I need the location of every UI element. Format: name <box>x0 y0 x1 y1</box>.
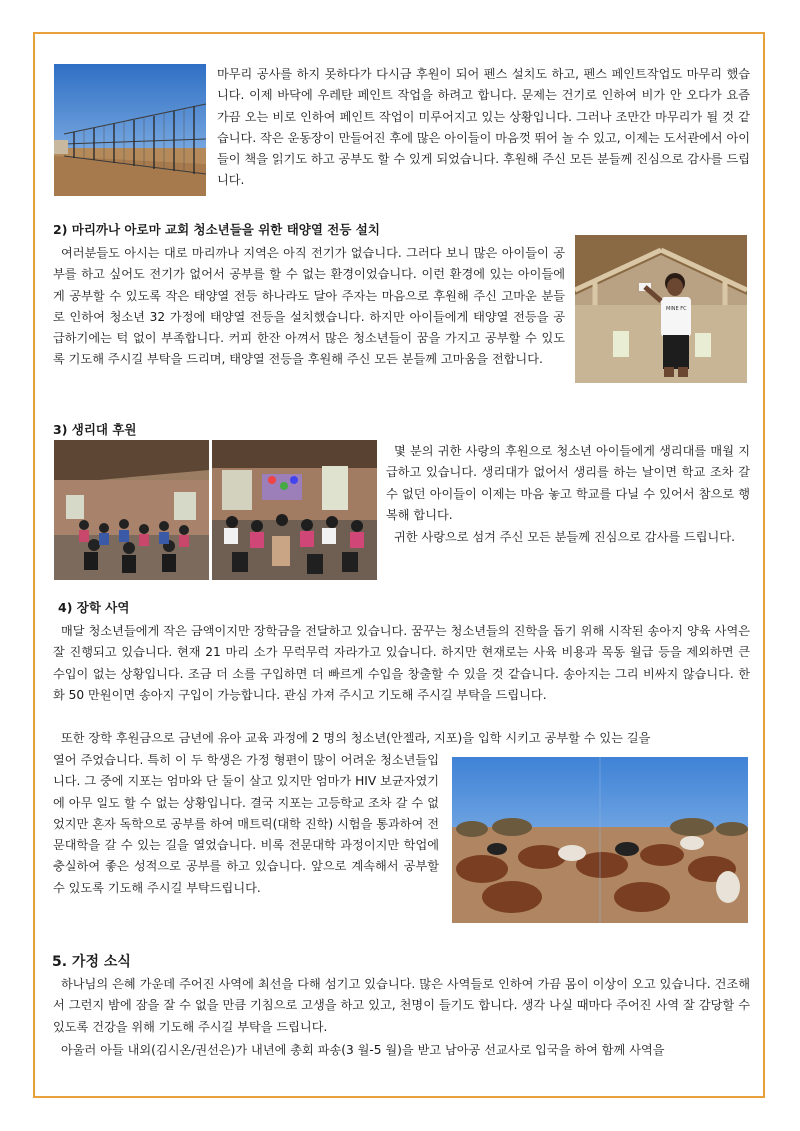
section4-paragraph-2-lead: 또한 장학 후원금으로 금년에 유아 교육 과정에 2 명의 청소년(안젤라, 지포)을 입학 시키고 공부할 수 있는 길을 <box>61 731 651 745</box>
section5-paragraph-2: 아울러 아들 내외(김시온/권선은)가 내년에 총회 파송(3 월-5 월)을 받고 남아공 선교사로 입국을 하여 함께 사역을 <box>61 1043 665 1057</box>
section4-paragraph-1: 매달 청소년들에게 작은 금액이지만 장학금을 전달하고 있습니다. 꿈꾸는 청소년들의 진학을 돕기 위해 시작된 송아지 양육 사역은 잘 진행되고 있습니다. 현재 21 마리 소가 무럭무럭 자라가고 있습니다. 하지만 현재로는 사육 비용과 목동 월급 등을 제외하면 큰 수입이 없는 상황입니다. 조금 더 소를 구입하면 더 빠르게 수입을 창출할 수 있을 것 같습니다. 송아지는 그리 비싸지 않습니다. 한화 50 만원이면 송아지 구입이 가능합니다. 관심 가져 주시고 기도해 주시길 부탁을 드립니다. <box>53 624 750 702</box>
cattle-photo <box>452 757 748 923</box>
section4-heading: 4) 장학 사역 <box>58 600 130 615</box>
section3-paragraph-2: 귀한 사랑으로 섬겨 주신 모든 분들께 진심으로 감사를 드립니다. <box>394 530 735 544</box>
section5-heading: 5. 가정 소식 <box>52 954 131 970</box>
section4-paragraph-2: 열어 주었습니다. 특히 이 두 학생은 가정 형편이 많이 어려운 청소년들입니다. 그 중에 지포는 엄마와 단 둘이 살고 있지만 엄마가 HIV 보균자였기에 아무 일도 할 수 없는 상황입니다. 결국 지포는 고등학교 조차 갈 수 없었지만 혼자 독학으로 공부를 하여 매트릭(대학 진학) 시험을 통과하여 전문대학을 갈 수 있는 길을 열었습니다. 비록 전문대학 과정이지만 학업에 충실하여 좋은 성적으로 공부를 하고 있습니다. 앞으로 계속해서 공부할 수 있도록 기도해 주시길 부탁드립니다. <box>53 753 439 895</box>
intro-paragraph: 마무리 공사를 하지 못하다가 다시금 후원이 되어 펜스 설치도 하고, 펜스 페인트작업도 마무리 했습니다. 이제 바닥에 우레탄 페인트 작업을 하려고 합니다. 문제는 건기로 인하여 비가 안 오다가 요즘 가끔 오는 비로 인하여 페인트 작업이 미루어지고 있는 상황입니다. 그러나 조만간 마무리가 될 것 같습니다. 작은 운동장이 만들어진 후에 많은 아이들이 마음껏 뛰어 놀 수 있고, 이제는 도서관에서 아이들이 책을 읽기도 하고 공부도 할 수 있게 되었습니다. 후원해 주신 모든 분들께 진심으로 감사를 드립니다. <box>217 67 750 188</box>
section2-heading: 2) 마리까나 아로마 교회 청소년들을 위한 태양열 전등 설치 <box>53 222 380 237</box>
section5-paragraph-1: 하나님의 은혜 가운데 주어진 사역에 최선을 다해 섬기고 있습니다. 많은 사역들로 인하여 가끔 몸이 이상이 오고 있습니다. 건조해서 그런지 밤에 잠을 잘 수 없을 만큼 기침으로 고생을 하고 있고, 천명이 들기도 합니다. 생각 나실 때마다 주어진 사역 잘 감당할 수 있도록 건강을 위해 기도해 주시길 부탁을 드립니다. <box>53 977 750 1034</box>
section3-paragraph-1: 몇 분의 귀한 사랑의 후원으로 청소년 아이들에게 생리대를 매월 지급하고 있습니다. 생리대가 없어서 생리를 하는 날이면 학교 조차 갈 수 없던 아이들이 이제는 마음 놓고 학교를 다닐 수 있어서 참으로 행복해 합니다. <box>386 444 750 522</box>
shirt-text: MINE FC <box>666 306 687 312</box>
section2-paragraph: 여러분들도 아시는 대로 마리까나 지역은 아직 전기가 없습니다. 그러다 보니 많은 아이들이 공부를 하고 싶어도 전기가 없어서 공부를 할 수 없는 환경이었습니다. 이런 환경에 있는 아이들에게 공부할 수 있도록 작은 태양열 전등 하나라도 달아 주자는 마음으로 후원해 주신 고마운 분들로 인하여 청소년 32 가정에 태양열 전등을 설치했습니다. 하지만 아이들에게 태양열 전등을 공급하기에는 턱 없이 부족합니다. 커피 한잔 아껴서 많은 청소년들이 꿈을 가지고 공부할 수 있도록 기도해 주시길 부탁을 드리며, 태양열 전등을 후원해 주신 모든 분들께 고마움을 전합니다. <box>53 246 565 367</box>
classroom-photo-left <box>54 440 209 580</box>
solar-light-photo <box>575 235 747 383</box>
fence-photo <box>54 64 206 196</box>
classroom-photo-right <box>212 440 377 580</box>
section3-heading: 3) 생리대 후원 <box>53 422 137 437</box>
